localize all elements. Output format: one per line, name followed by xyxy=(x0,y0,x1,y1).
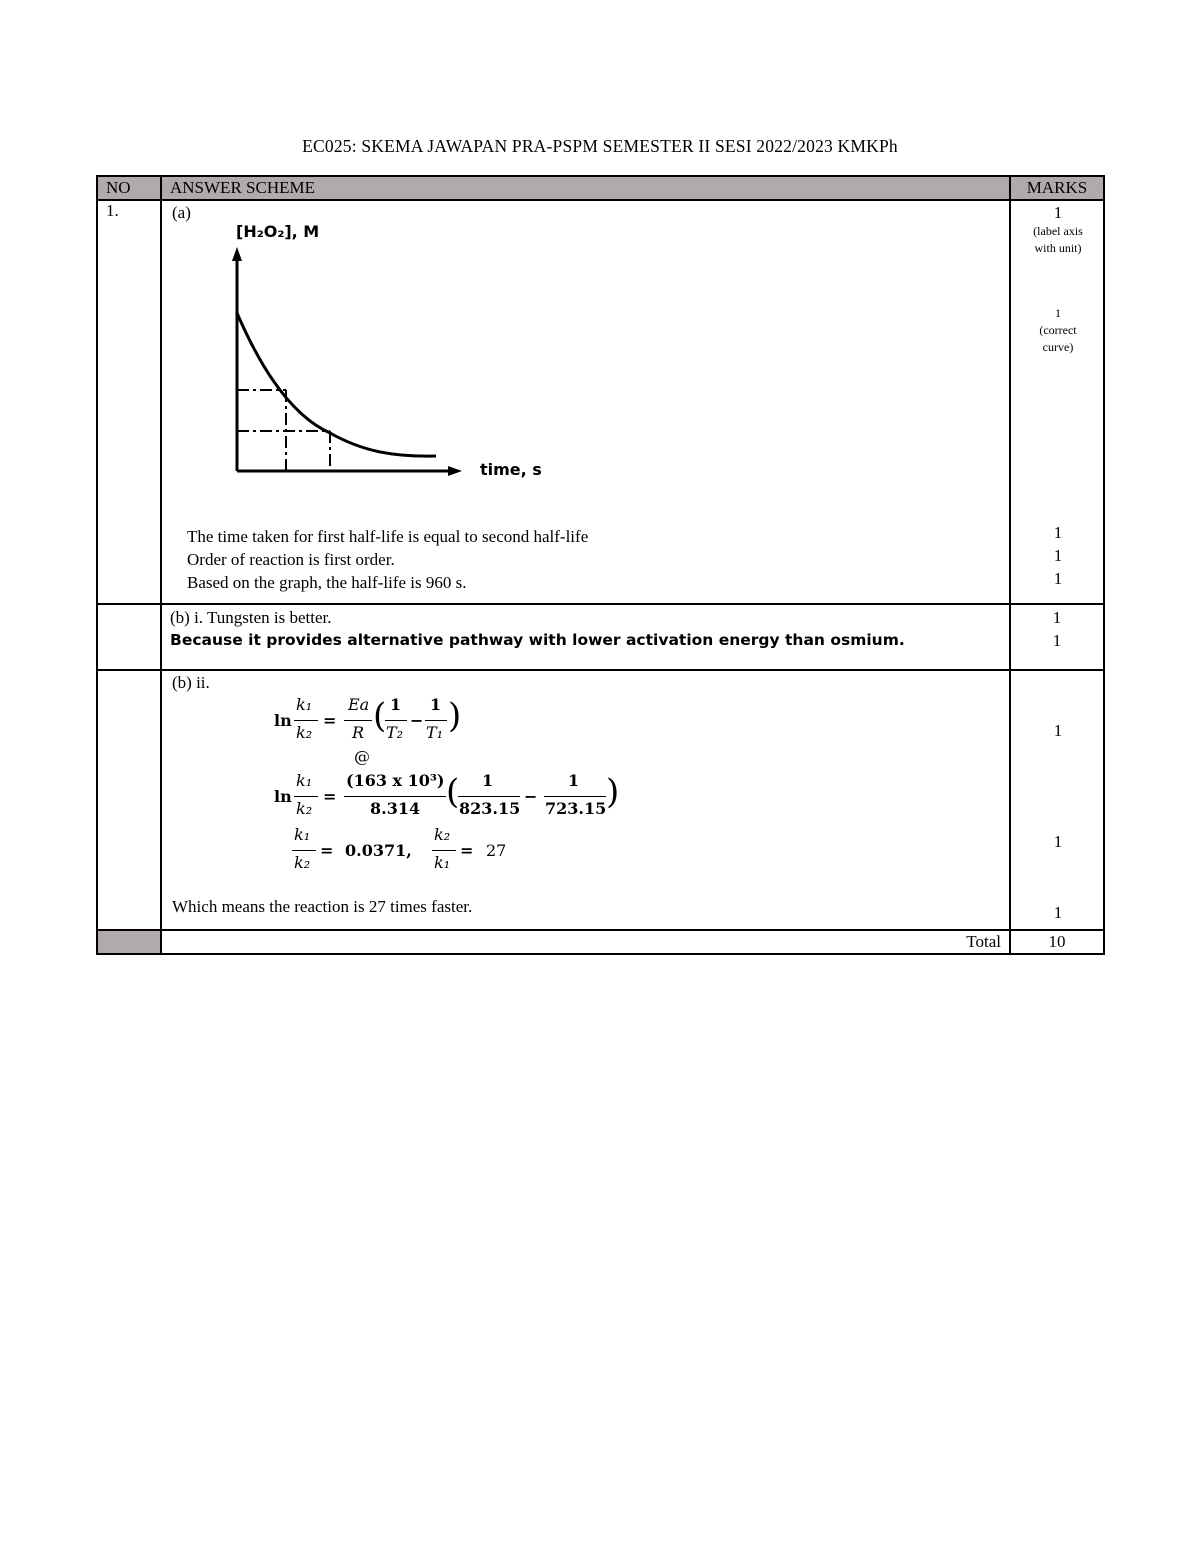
graph-y-axis-label: [H₂O₂], M xyxy=(236,222,320,241)
total-value: 10 xyxy=(1010,930,1104,954)
table-row xyxy=(97,200,1104,604)
ln-symbol: ln xyxy=(274,711,292,730)
total-shaded-cell xyxy=(97,930,161,954)
numerator-one: 1 xyxy=(482,771,494,790)
k1-symbol: k₁ xyxy=(294,825,311,844)
k2-symbol: k₂ xyxy=(296,799,313,818)
equals-sign: = xyxy=(460,841,474,860)
gas-constant-value: 8.314 xyxy=(370,799,421,818)
mark-note: curve) xyxy=(1042,340,1074,354)
mark-value: 1 xyxy=(1053,903,1063,922)
minus-sign: − xyxy=(410,711,424,730)
half-life-value-statement: Based on the graph, the half-life is 960 s. xyxy=(187,573,467,592)
header-marks: MARKS xyxy=(1010,176,1104,200)
r-symbol: R xyxy=(352,723,365,742)
k1-symbol: k₁ xyxy=(296,695,313,714)
order-statement: Order of reaction is first order. xyxy=(187,550,395,569)
part-bi-answer: (b) i. Tungsten is better. xyxy=(170,608,332,627)
half-life-graph xyxy=(162,201,1011,501)
ratio-value: 0.0371, xyxy=(345,841,412,860)
graph-plot xyxy=(162,201,582,501)
mark-note: (label axis xyxy=(1033,224,1083,238)
mark-value: 1 xyxy=(1053,569,1063,588)
total-row xyxy=(97,930,1104,954)
mark-note: with unit) xyxy=(1034,241,1082,255)
part-a-label: (a) xyxy=(172,203,191,222)
part-bi-reason: Because it provides alternative pathway with lower activation energy than osmium. xyxy=(170,631,905,649)
substituted-equation: ln k₁ k₂ = (163 x 10³) 8.314 ( 1 823.15 − 1 723.15 ) xyxy=(274,771,620,818)
mark-value: 1 xyxy=(1053,546,1063,565)
mark-explanations xyxy=(1011,521,1105,590)
mark-value: 1 xyxy=(1053,523,1063,542)
mark-axis xyxy=(1011,203,1105,257)
table-header-row xyxy=(97,176,1104,200)
mark-value: 1 xyxy=(1055,306,1061,320)
mark-value: 1 xyxy=(1052,608,1062,627)
k2-symbol: k₂ xyxy=(296,723,313,742)
mark-curve xyxy=(1011,305,1105,356)
empty-number-cell xyxy=(97,604,161,670)
mark-value: 1 xyxy=(1052,631,1062,650)
k2-symbol: k₂ xyxy=(434,825,451,844)
ea-symbol: Ea xyxy=(348,695,370,714)
part-bii-label: (b) ii. xyxy=(172,673,210,692)
equals-sign: = xyxy=(323,711,337,730)
half-life-guides xyxy=(237,390,330,471)
part-bii-marks xyxy=(1010,670,1104,930)
header-no: NO xyxy=(97,176,161,200)
mark-value: 1 xyxy=(1053,832,1063,851)
t2-symbol: T₂ xyxy=(386,723,404,742)
k1-symbol: k₁ xyxy=(296,771,313,790)
k2-symbol: k₂ xyxy=(294,853,311,872)
t1-symbol: T₁ xyxy=(426,723,444,742)
numerator-one: 1 xyxy=(568,771,580,790)
rate-ratio-result xyxy=(288,823,548,879)
inverse-ratio-value: 27 xyxy=(486,841,507,860)
decay-curve xyxy=(237,313,436,456)
part-bi-cell xyxy=(161,604,1010,670)
total-label: Total xyxy=(161,930,1010,954)
part-bi-marks xyxy=(1010,604,1104,670)
answer-scheme-table xyxy=(96,175,1105,955)
activation-energy-value: (163 x 10³) xyxy=(346,771,445,790)
numerator-one: 1 xyxy=(390,695,402,714)
numerator-one: 1 xyxy=(430,695,442,714)
k1-symbol: k₁ xyxy=(434,853,451,872)
question-number-label: 1. xyxy=(106,201,119,220)
temperature-1-value: 723.15 xyxy=(545,799,607,818)
equals-sign: = xyxy=(323,787,337,806)
part-a-explanation xyxy=(187,525,588,594)
arrhenius-equation: ln k₁ k₂ = Ea R ( 1 T₂ − 1 T₁ ) xyxy=(274,695,462,742)
page-title: EC025: SKEMA JAWAPAN PRA-PSPM SEMESTER II SESI 2022/2023 KMKPh xyxy=(302,136,898,156)
table-row xyxy=(97,670,1104,930)
equals-sign: = xyxy=(320,841,334,860)
table-row xyxy=(97,604,1104,670)
header-answer-scheme: ANSWER SCHEME xyxy=(161,176,1010,200)
ln-symbol: ln xyxy=(274,787,292,806)
part-bii-cell xyxy=(161,670,1010,930)
alternative-symbol: @ xyxy=(354,747,370,766)
minus-sign: − xyxy=(524,787,538,806)
graph-x-axis-label: time, s xyxy=(480,460,542,479)
part-a-cell xyxy=(161,200,1010,604)
mark-value: 1 xyxy=(1053,721,1063,740)
empty-number-cell xyxy=(97,670,161,930)
half-life-statement: The time taken for first half-life is equal to second half-life xyxy=(187,527,589,546)
mark-note: (correct xyxy=(1039,323,1077,337)
mark-value: 1 xyxy=(1053,203,1063,222)
part-a-marks xyxy=(1010,200,1104,604)
temperature-2-value: 823.15 xyxy=(459,799,521,818)
conclusion-text: Which means the reaction is 27 times faster. xyxy=(172,897,473,916)
question-number xyxy=(97,200,161,604)
